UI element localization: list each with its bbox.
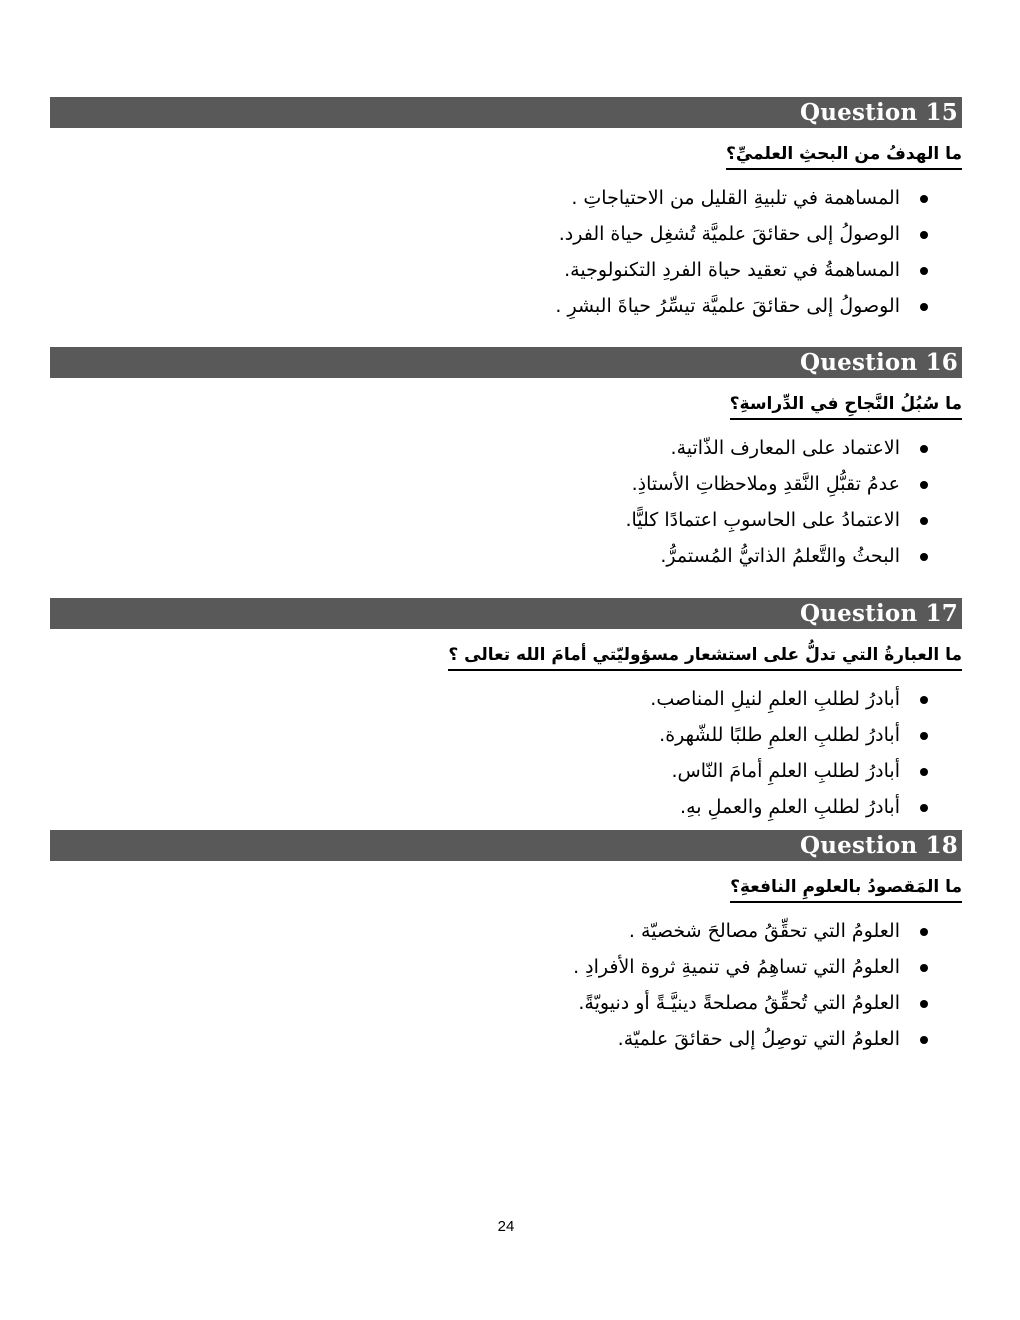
bullet-icon bbox=[920, 267, 928, 275]
question-15-block bbox=[50, 97, 962, 324]
answer-options bbox=[50, 681, 962, 825]
bullet-icon bbox=[920, 481, 928, 489]
bullet-icon bbox=[920, 517, 928, 525]
answer-options bbox=[50, 180, 962, 324]
answer-option: الاعتمادُ على الحاسوبِ اعتمادًا كليًّا. bbox=[50, 502, 962, 538]
answer-options bbox=[50, 430, 962, 574]
bullet-icon bbox=[920, 696, 928, 704]
bullet-icon bbox=[920, 231, 928, 239]
answer-option: العلومُ التي تُحقِّقُ مصلحةً دينيَّـةً أو دنيويّةً. bbox=[50, 985, 962, 1021]
question-text: ما سُبُلُ النَّجاحِ في الدِّراسةِ؟ bbox=[50, 391, 962, 419]
bullet-icon bbox=[920, 1036, 928, 1044]
bullet-icon bbox=[920, 1000, 928, 1008]
answer-option: عدمُ تقبُّلِ النَّقدِ وملاحظاتِ الأستاذِ. bbox=[50, 466, 962, 502]
bullet-icon bbox=[920, 445, 928, 453]
answer-option: العلومُ التي توصِلُ إلى حقائقَ علميّة. bbox=[50, 1021, 962, 1057]
bullet-icon bbox=[920, 195, 928, 203]
question-18-block bbox=[50, 830, 962, 1057]
answer-option: أبادرُ لطلبِ العلمِ طلبًا للشّهرة. bbox=[50, 717, 962, 753]
question-header: Question 15 bbox=[50, 97, 962, 128]
question-text: ما العبارةُ التي تدلُّ على استشعار مسؤوليّتي أمامَ الله تعالى ؟ bbox=[50, 642, 962, 670]
question-header: Question 18 bbox=[50, 830, 962, 861]
question-text: ما المَقصودُ بالعلومِ النافعةِ؟ bbox=[50, 874, 962, 902]
question-text: ما الهدفُ من البحثِ العلميِّ؟ bbox=[50, 141, 962, 169]
bullet-icon bbox=[920, 768, 928, 776]
answer-option: أبادرُ لطلبِ العلمِ لنيلِ المناصب. bbox=[50, 681, 962, 717]
answer-options bbox=[50, 913, 962, 1057]
answer-option: العلومُ التي تساهِمُ في تنميةِ ثروة الأفرادِ . bbox=[50, 949, 962, 985]
bullet-icon bbox=[920, 804, 928, 812]
bullet-icon bbox=[920, 732, 928, 740]
bullet-icon bbox=[920, 553, 928, 561]
answer-option: البحثُ والتَّعلمُ الذاتيُّ المُستمرُّ. bbox=[50, 538, 962, 574]
question-header: Question 16 bbox=[50, 347, 962, 378]
question-header: Question 17 bbox=[50, 598, 962, 629]
question-16-block bbox=[50, 347, 962, 574]
bullet-icon bbox=[920, 964, 928, 972]
answer-option: الوصولُ إلى حقائقَ علميَّة تُشغِل حياة الفرد. bbox=[50, 216, 962, 252]
answer-option: العلومُ التي تحقِّقُ مصالحَ شخصيّة . bbox=[50, 913, 962, 949]
answer-option: أبادرُ لطلبِ العلمِ والعملِ بهِ. bbox=[50, 789, 962, 825]
answer-option: المساهمةُ في تعقيد حياة الفردِ التكنولوجية. bbox=[50, 252, 962, 288]
bullet-icon bbox=[920, 303, 928, 311]
answer-option: الوصولُ إلى حقائقَ علميَّة تيسِّرُ حياةَ البشرِ . bbox=[50, 288, 962, 324]
question-17-block bbox=[50, 598, 962, 825]
bullet-icon bbox=[920, 928, 928, 936]
answer-option: الاعتماد على المعارف الذّاتية. bbox=[50, 430, 962, 466]
answer-option: المساهمة في تلبيةِ القليل من الاحتياجاتِ . bbox=[50, 180, 962, 216]
page-number: 24 bbox=[497, 1218, 515, 1235]
answer-option: أبادرُ لطلبِ العلمِ أمامَ النّاس. bbox=[50, 753, 962, 789]
